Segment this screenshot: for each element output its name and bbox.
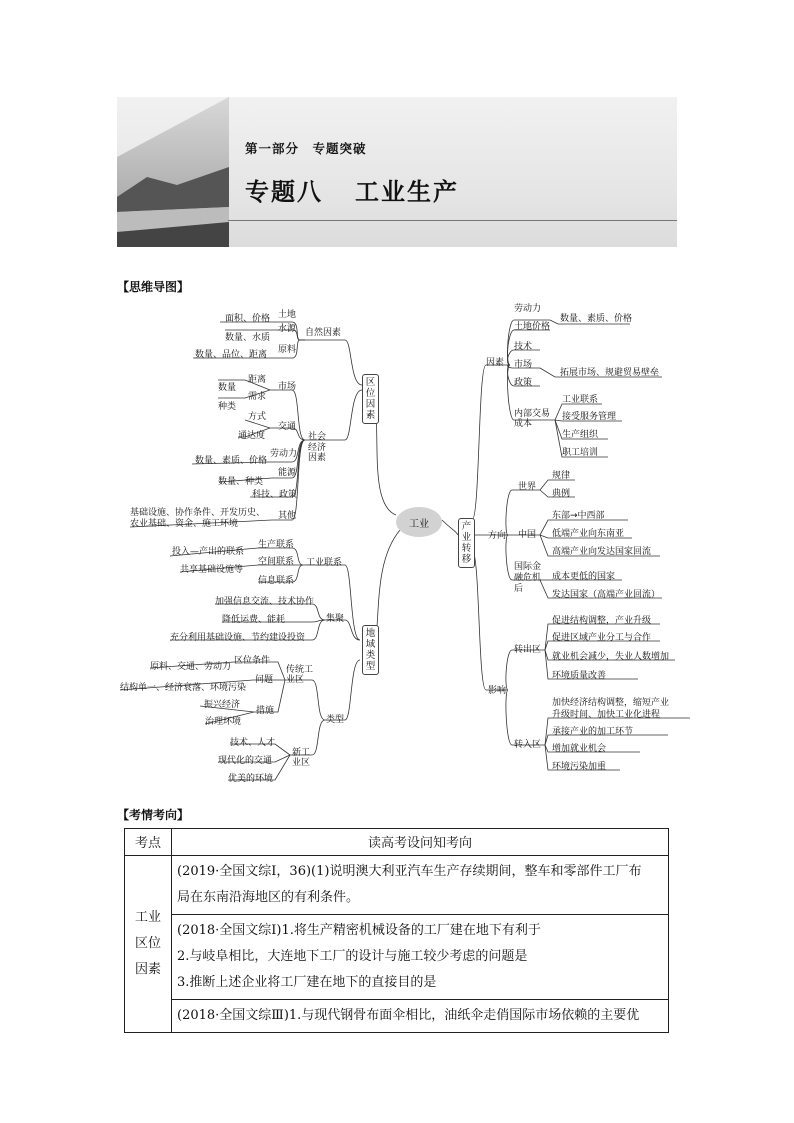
topic-name: 工业生产: [355, 178, 459, 206]
china-2: 低端产业向东南亚: [552, 529, 625, 539]
problem-detail: 结构单一、经济衰落、环境污染: [120, 683, 247, 693]
land-detail: 面积、价格: [225, 314, 271, 324]
point-name: [125, 856, 172, 1033]
water-detail: 数量、水质: [225, 333, 271, 343]
types: 类型: [326, 715, 345, 725]
raw-material-detail: 数量、品位、距离: [195, 350, 268, 360]
transport: 交通: [278, 422, 297, 432]
labor: 劳动力: [270, 449, 298, 459]
world-1: 规律: [552, 471, 571, 481]
agglomeration: 集聚: [326, 614, 345, 624]
tech-policy: 科技、政策: [252, 490, 298, 500]
row-line: (2018·全国文综Ⅰ)1.将生产精密机械设备的工厂建在地下有利于: [177, 923, 541, 938]
right-labor: 劳动力: [514, 304, 542, 314]
water: 水源: [278, 324, 297, 334]
right-tech: 技术: [514, 342, 533, 352]
agglomeration-3: 充分利用基础设施、节约建设投资: [170, 633, 306, 643]
traditional-industrial-area: 传统工业区: [286, 665, 314, 685]
information-linkage: 信息联系: [258, 576, 295, 586]
col-direction: 读高考设问知考向: [172, 829, 669, 856]
box-regional-types: 地域类型: [362, 625, 379, 675]
center-node: 工业: [396, 507, 442, 537]
right-land: 土地价格: [514, 322, 551, 332]
internal-3: 生产组织: [562, 430, 599, 440]
part-label: 第一部分 专题突破: [245, 141, 367, 156]
spatial-linkage-detail: 共享基础设施等: [180, 565, 244, 575]
in-area: 转入区: [514, 740, 542, 750]
right-labor-detail: 数量、素质、价格: [560, 314, 633, 324]
agglomeration-1: 加强信息交流、技术协作: [215, 597, 315, 607]
in-2: 承接产业的加工环节: [552, 727, 634, 737]
world-2: 典例: [552, 489, 571, 499]
col-point: 考点: [125, 829, 172, 856]
table-row: [172, 915, 669, 1000]
industrial-linkage: 工业联系: [306, 558, 343, 568]
new-area-2: 现代化的交通: [218, 756, 273, 766]
transfer-impact: 影响: [488, 686, 507, 696]
topic-prefix: 专题八: [245, 178, 323, 206]
social-factors: 社会经济因素: [307, 432, 326, 463]
table-row: [172, 1000, 669, 1033]
point-text: 工业区位因素: [134, 910, 161, 977]
internal-1: 工业联系: [562, 395, 599, 405]
natural-factors: 自然因素: [305, 328, 342, 338]
new-area-3: 优美的环境: [228, 774, 274, 784]
in-1b: 升级时间、加快工业化进程: [552, 710, 661, 720]
other-detail-2: 农业基础、资金、施工环境: [130, 519, 239, 529]
measure-economy: 振兴经济: [204, 700, 241, 710]
exam-label: 【考情考向】: [117, 808, 190, 822]
land: 土地: [278, 310, 297, 320]
spatial-linkage: 空间联系: [258, 557, 295, 567]
internal-2: 接受服务管理: [562, 412, 617, 422]
mindmap-label: 【思维导图】: [117, 280, 190, 294]
out-4: 环境质量改善: [552, 671, 607, 681]
internal-4: 职工培训: [562, 448, 599, 458]
raw-material: 原料: [278, 345, 297, 355]
energy: 能源: [278, 468, 297, 478]
out-3: 就业机会减少，失业人数增加: [552, 652, 670, 662]
market-distance: 距离: [248, 375, 267, 385]
in-4: 环境污染加重: [552, 762, 607, 772]
crisis-2: 发达国家（高端产业回流）: [552, 590, 661, 600]
out-area: 转出区: [514, 645, 542, 655]
energy-detail: 数量、种类: [218, 477, 264, 487]
out-2: 促进区域产业分工与合作: [552, 633, 652, 643]
exam-table: [124, 828, 669, 1033]
china: 中国: [518, 530, 537, 540]
location-conditions-detail: 原料、交通、劳动力: [150, 662, 232, 672]
problem: 问题: [255, 675, 274, 685]
table-row: [172, 856, 669, 915]
transport-mode: 方式: [248, 412, 267, 422]
row-line: (2019·全国文综Ⅰ，36)(1)说明澳大利亚汽车生产存续期间，整车和零部件工厂布: [177, 864, 642, 879]
agglomeration-2: 降低运费、能耗: [222, 615, 286, 625]
right-market: 市场: [514, 360, 533, 370]
box-location-factors: 区位因素: [362, 374, 379, 424]
production-linkage-detail: 投入—产出的联系: [172, 547, 245, 557]
box-industry-transfer: 产业转移: [458, 518, 475, 568]
right-policy: 政策: [514, 378, 533, 388]
world: 世界: [518, 482, 537, 492]
location-conditions: 区位条件: [234, 656, 271, 666]
row-line: 3.推断上述企业将工厂建在地下的直接目的是: [177, 975, 437, 990]
row-line: (2018·全国文综Ⅲ)1.与现代钢骨布面伞相比，油纸伞走俏国际市场依赖的主要优: [177, 1008, 640, 1023]
market-demand: 需求: [248, 392, 267, 402]
measures: 措施: [256, 706, 275, 716]
market-type: 种类: [218, 402, 237, 412]
right-market-detail: 拓展市场、规避贸易壁垒: [560, 368, 660, 378]
measure-environment: 治理环境: [205, 717, 242, 727]
out-1: 促进结构调整，产业升级: [552, 616, 652, 626]
financial-crisis: 国际金融危机后: [514, 562, 542, 594]
row-line: 局在东南沿海地区的有利条件。: [177, 890, 360, 905]
new-industrial-area: 新工业区: [292, 748, 311, 768]
china-1: 东部→中西部: [552, 511, 605, 521]
production-linkage: 生产联系: [258, 540, 295, 550]
in-1a: 加快经济结构调整，缩短产业: [552, 698, 670, 708]
new-area-1: 技术、人才: [230, 738, 276, 748]
market-quantity: 数量: [218, 383, 237, 393]
market: 市场: [278, 382, 297, 392]
other: 其他: [278, 511, 297, 521]
china-3: 高端产业向发达国家回流: [552, 547, 652, 557]
transport-access: 通达度: [238, 431, 266, 441]
internal-cost: 内部交易成本: [514, 409, 551, 429]
crisis-1: 成本更低的国家: [552, 572, 616, 582]
labor-detail: 数量、素质、价格: [195, 456, 268, 466]
in-3: 增加就业机会: [552, 744, 607, 754]
transfer-direction: 方向: [488, 531, 507, 541]
transfer-factors: 因素: [486, 358, 505, 368]
other-detail-1: 基础设施、协作条件、开发历史、: [130, 508, 266, 518]
row-line: 2.与岐阜相比，大连地下工厂的设计与施工较少考虑的问题是: [177, 949, 528, 964]
